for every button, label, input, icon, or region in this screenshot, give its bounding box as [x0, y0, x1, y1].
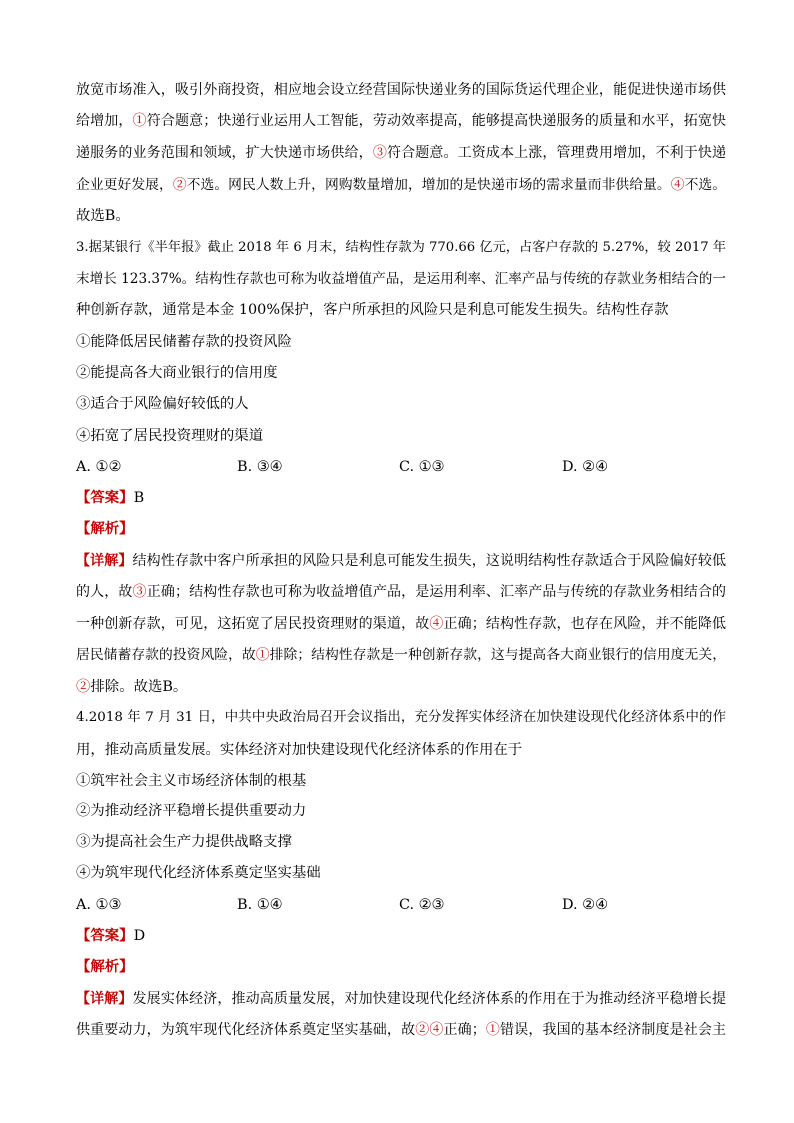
q4-detail-line-1 [76, 989, 726, 1009]
q4-option-a: A. ①③ [76, 897, 122, 913]
q3-option-c: C. ①③ [399, 459, 445, 475]
text: ②能提高各大商业银行的信用度 [76, 365, 278, 381]
q3-option-d: D. ②④ [562, 459, 608, 475]
text: 发展实体经济，推动高质量发展，对加快建设现代化经济体系的作用在于为推动经济平稳增长提 [132, 991, 727, 1007]
option-number: ④ [429, 616, 444, 632]
q3-item-2 [76, 363, 726, 383]
q4-stem-line-2 [76, 740, 726, 760]
option-number: ② [76, 679, 91, 695]
text: 结构性存款中客户所承担的风险只是利息可能发生损失，这说明结构性存款适合于风险偏好较低 [132, 553, 727, 569]
q3-detail-line-5 [76, 677, 726, 697]
q3-detail-line-1 [76, 551, 726, 571]
analysis-tag: 【解析】 [76, 520, 134, 537]
option-number: ②④ [415, 1022, 444, 1038]
prev-explanation-line-5 [76, 206, 726, 226]
q3-analysis [76, 519, 726, 539]
answer-tag: 【答案】 [76, 489, 134, 506]
q4-analysis [76, 957, 726, 977]
q3-item-4 [76, 426, 726, 446]
option-number: ④ [670, 177, 685, 193]
text: 排除。故选B。 [90, 679, 188, 695]
q4-answer [76, 926, 726, 946]
q3-item-1 [76, 332, 726, 352]
prev-explanation-line-1 [76, 80, 726, 100]
text: 企业更好发展， [76, 177, 173, 193]
q4-stem-line-1 [76, 708, 726, 728]
text: 4.2018 年 7 月 31 日，中共中央政治局召开会议指出，充分发挥实体经济在加快建设现代化经济体系中的作 [76, 710, 726, 725]
q4-item-2 [76, 801, 726, 821]
prev-explanation-line-2 [76, 111, 726, 131]
text: 不选。 [684, 177, 727, 193]
prev-explanation-line-4 [76, 175, 726, 195]
q3-option-a: A. ①② [76, 459, 122, 475]
q4-item-4 [76, 863, 726, 883]
q4-item-3 [76, 832, 726, 852]
text: 居民储蓄存款的投资风险，故 [76, 647, 256, 663]
answer-tag: 【答案】 [76, 927, 134, 944]
q3-answer [76, 488, 726, 508]
text: ④为筑牢现代化经济体系奠定坚实基础 [76, 865, 321, 881]
text: 递服务的业务范围和领域，扩大快递市场供给， [76, 145, 373, 161]
q3-stem-line-1 [76, 238, 726, 258]
text: 给增加， [76, 113, 133, 129]
text: ④拓宽了居民投资理财的渠道 [76, 428, 264, 444]
answer-value: B [133, 490, 145, 506]
text: 正确； [443, 1022, 486, 1038]
text: 符合题意。工资成本上涨，管理费用增加，不利于快递 [386, 145, 727, 161]
option-number: ① [132, 113, 147, 129]
q3-stem-line-3 [76, 300, 726, 320]
option-number: ③ [132, 584, 147, 600]
text: 排除；结构性存款是一种创新存款，这与提高各大商业银行的信用度无关， [269, 647, 727, 663]
text: 故选B。 [76, 208, 130, 224]
q4-option-c: C. ②③ [399, 897, 445, 913]
q3-stem-line-2 [76, 269, 726, 289]
text: ②为推动经济平稳增长提供重要动力 [76, 803, 307, 819]
option-number: ① [485, 1022, 501, 1038]
text: 不选。网民人数上升，网购数量增加，增加的是快递市场的需求量而非供给量。 [186, 177, 671, 193]
text: 符合题意；快递行业运用人工智能，劳动效率提高，能够提高快递服务的质量和水平，拓宽快 [146, 113, 727, 129]
text: 的人，故 [76, 584, 133, 600]
text: ③为提高社会生产力提供战略支撑 [76, 834, 292, 850]
text: 正确；结构性存款也可称为收益增值产品，是运用利率、汇率产品与传统的存款业务相结合的 [146, 584, 727, 600]
q4-item-1 [76, 771, 726, 791]
text: 正确；结构性存款，也存在风险，并不能降低 [443, 616, 727, 632]
detail-tag: 【详解】 [76, 991, 133, 1007]
q4-option-b: B. ①④ [237, 897, 283, 913]
option-number: ③ [372, 145, 387, 161]
analysis-tag: 【解析】 [76, 958, 134, 975]
text: 3.据某银行《半年报》截止 2018 年 6 月末，结构性存款为 770.66 亿元，占客户存款的 5.27%，较 2017 年 [76, 240, 726, 255]
detail-tag: 【详解】 [76, 553, 133, 569]
q3-item-3 [76, 394, 726, 414]
text: ①筑牢社会主义市场经济体制的根基 [76, 773, 307, 789]
q3-option-b: B. ③④ [237, 459, 283, 475]
option-number: ② [172, 177, 187, 193]
text: 一种创新存款，可见，这拓宽了居民投资理财的渠道，故 [76, 616, 430, 632]
text: 供重要动力，为筑牢现代化经济体系奠定坚实基础，故 [76, 1022, 416, 1038]
text: 放宽市场准入，吸引外商投资，相应地会设立经营国际快递业务的国际货运代理企业，能促进快递市场供 [76, 82, 726, 98]
option-number: ① [255, 647, 270, 663]
q3-detail-line-2 [76, 582, 726, 602]
text: 末增长 123.37%。结构性存款也可称为收益增值产品，是运用利率、汇率产品与传统的存款业务相结合的一 [76, 271, 726, 287]
answer-value: D [133, 928, 146, 944]
text: 用，推动高质量发展。实体经济对加快建设现代化经济体系的作用在于 [76, 742, 523, 758]
q4-option-d: D. ②④ [562, 897, 608, 913]
text: ③适合于风险偏好较低的人 [76, 396, 249, 412]
q3-detail-line-4 [76, 645, 726, 665]
q4-detail-line-2 [76, 1020, 726, 1040]
q3-detail-line-3 [76, 614, 726, 634]
text: ①能降低居民储蓄存款的投资风险 [76, 334, 292, 350]
text: 错误，我国的基本经济制度是社会主 [500, 1022, 727, 1038]
text: 种创新存款，通常是本金 100%保护，客户所承担的风险只是利息可能发生损失。结构性存款 [76, 302, 669, 318]
prev-explanation-line-3 [76, 143, 726, 163]
